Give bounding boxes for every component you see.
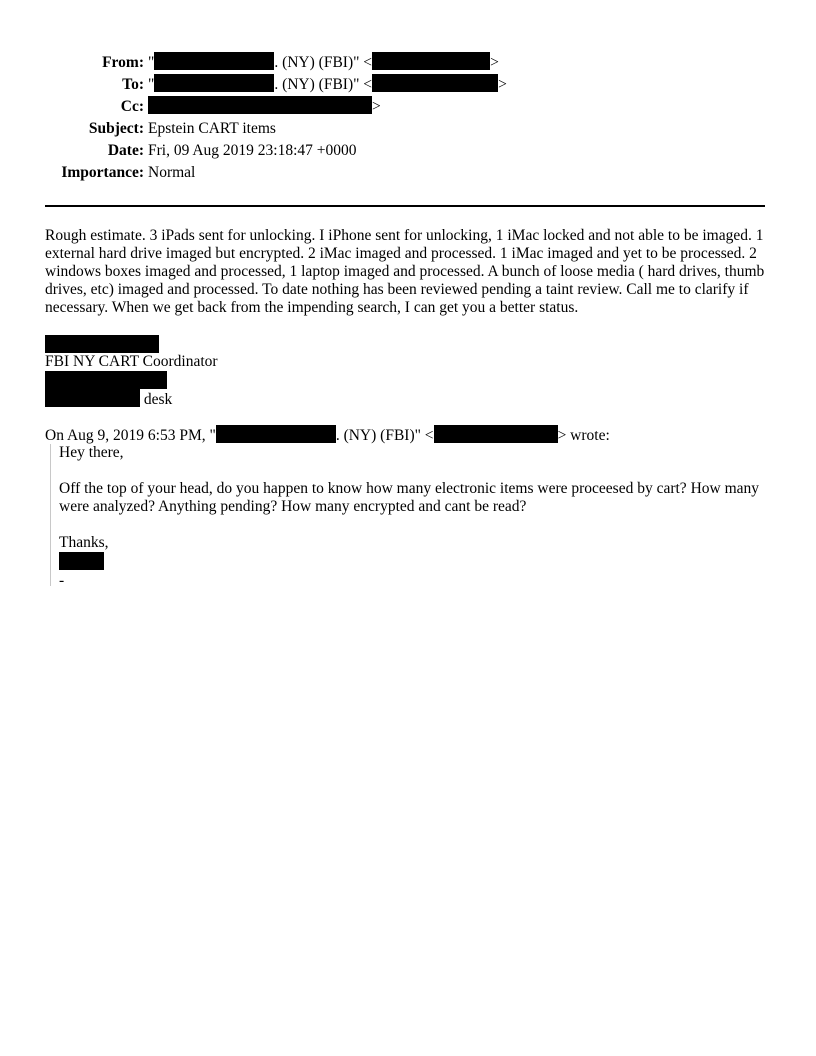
signature-line-3	[45, 371, 167, 391]
header-divider	[45, 205, 765, 207]
date-label: Date:	[107, 142, 144, 159]
quoted-message	[50, 444, 769, 589]
redaction-block	[59, 552, 104, 570]
quote-signature	[59, 552, 769, 572]
importance-label: Importance:	[61, 164, 144, 181]
quote-trailer: -	[59, 572, 65, 589]
to-value: " . (NY) (FBI)" < >	[148, 76, 507, 93]
signature-desk: desk	[45, 389, 172, 409]
from-value: " . (NY) (FBI)" < >	[148, 54, 499, 71]
redaction-block	[45, 335, 159, 353]
redaction-block	[45, 389, 140, 407]
redaction-block	[434, 425, 558, 443]
signature-name	[45, 335, 159, 355]
quote-closing: Thanks,	[59, 534, 109, 551]
message-body: Rough estimate. 3 iPads sent for unlocking. I iPhone sent for unlocking, 1 iMac locked and not able to be imaged. 1 external hard drive imaged but encrypted. 2 iMac imaged and processed. 1 iMac imaged and yet to be processed. 2 windows boxes imaged and processed, 1 laptop imaged and processed. A bunch of loose media ( hard drives, thumb drives, etc) imaged and processed. To date nothing has been reviewed pending a taint review. Call me to clarify if necessary. When we get back from the impending search, I can get you a better status.	[45, 227, 765, 316]
cc-label: Cc:	[120, 98, 144, 115]
from-label: From:	[102, 54, 144, 71]
to-label: To:	[122, 76, 144, 93]
cc-value: >	[148, 96, 381, 118]
subject-value: Epstein CART items	[148, 120, 276, 137]
redaction-block	[372, 52, 490, 70]
redaction-block	[372, 74, 498, 92]
date-value: Fri, 09 Aug 2019 23:18:47 +0000	[148, 142, 357, 159]
redaction-block	[154, 52, 274, 70]
redaction-block	[45, 371, 167, 389]
subject-label: Subject:	[88, 120, 144, 137]
quote-attribution: On Aug 9, 2019 6:53 PM, " . (NY) (FBI)" < > wrote:	[45, 427, 610, 444]
quote-greeting: Hey there,	[59, 444, 124, 461]
quote-message: Off the top of your head, do you happen to know how many electronic items were proceesed by cart? How many were analyzed? Anything pending? How many encrypted and cant be read?	[59, 480, 760, 515]
importance-value: Normal	[148, 164, 196, 181]
signature-title: FBI NY CART Coordinator	[45, 353, 218, 370]
redaction-block	[216, 425, 336, 443]
redaction-block	[148, 96, 372, 114]
redaction-block	[154, 74, 274, 92]
